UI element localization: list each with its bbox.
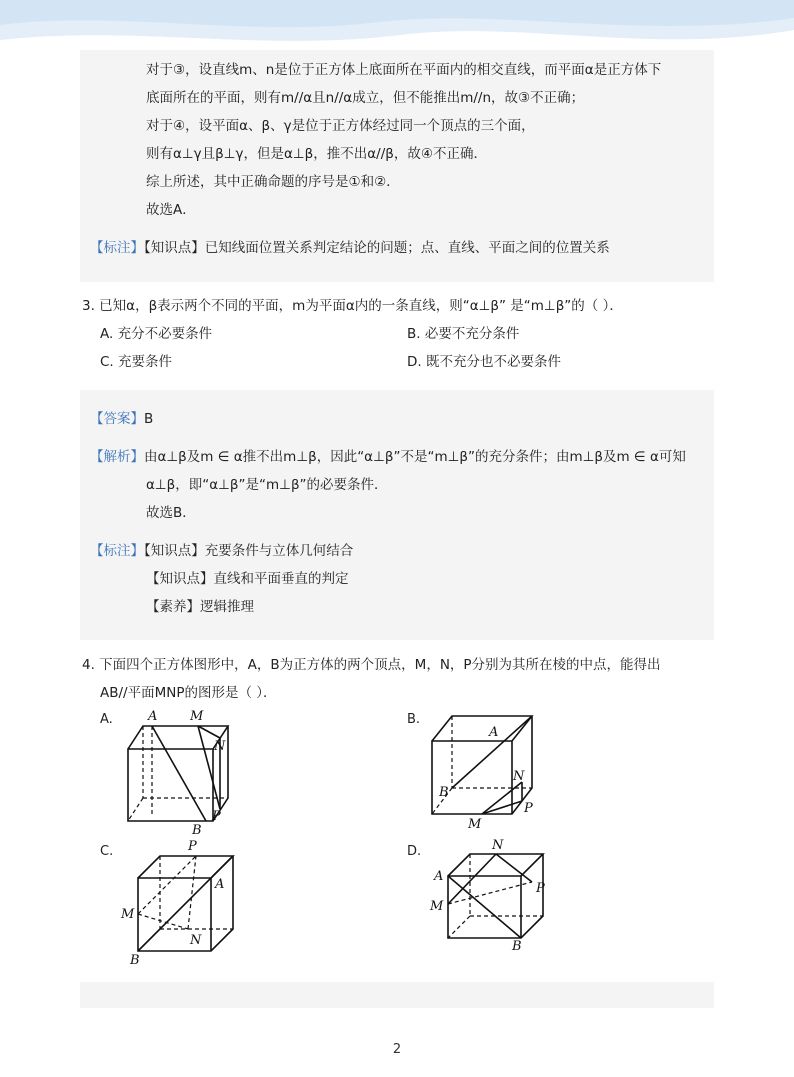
answer-section [90, 409, 153, 429]
figure-a-cube [118, 706, 238, 838]
figure-a-point-label: B [192, 823, 202, 838]
q3-option-d: D. 既不充分也不必要条件 [407, 354, 561, 370]
figure-c-point-label: B [130, 953, 140, 968]
solution-line: 对于③，设直线m、n是位于正方体上底面所在平面内的相交直线，而平面α是正方体下 [146, 62, 662, 78]
figure-d-point-label: P [536, 881, 545, 896]
figure-a-point-label: N [214, 739, 226, 754]
figure-c-label: C. [100, 844, 114, 859]
analysis-tag: 【解析】 [90, 449, 144, 465]
figure-d-point-label: M [430, 899, 444, 914]
figure-c-point-label: A [215, 877, 225, 892]
figure-d-cube [428, 836, 558, 954]
page-number: 2 [392, 1042, 402, 1057]
note-tag: 【标注】 [90, 543, 144, 559]
figure-c-point-label: P [188, 839, 197, 854]
figure-c-point-label: N [190, 933, 202, 948]
solution-box-q4 [80, 982, 714, 1008]
figure-d-point-label: B [512, 939, 522, 954]
solution-line: 对于④，设平面α、β、γ是位于正方体经过同一个顶点的三个面， [146, 118, 535, 134]
note-text: 【知识点】已知线面位置关系判定结论的问题；点、直线、平面之间的位置关系 [144, 240, 610, 256]
figure-b-point-label: N [513, 769, 525, 784]
figure-a-point-label: M [190, 709, 204, 724]
analysis-line: α⊥β，即“α⊥β”是“m⊥β”的必要条件． [146, 477, 388, 493]
solution-box-q3 [80, 390, 714, 640]
analysis-line: 由α⊥β及m ∈ α推不出m⊥β，因此“α⊥β”不是“m⊥β”的充分条件；由m⊥β及m ∈ α可知 [144, 449, 686, 465]
note-tag: 【标注】 [90, 240, 144, 256]
solution-line: 综上所述，其中正确命题的序号是①和②． [146, 174, 400, 190]
figure-b-point-label: P [524, 801, 533, 816]
solution-box-q2 [80, 50, 714, 282]
figure-a-label: A. [100, 712, 113, 727]
figure-c-cube [118, 836, 248, 968]
solution-line: 底面所在的平面，则有m//α且n//α成立，但不能推出m//n，故③不正确； [146, 90, 585, 106]
q3-option-c: C. 充要条件 [100, 354, 173, 370]
figure-b-point-label: B [439, 785, 449, 800]
figure-b-point-label: A [489, 725, 499, 740]
q3-option-a: A. 充分不必要条件 [100, 326, 213, 342]
figure-b-label: B. [407, 712, 421, 727]
note-text: 【素养】逻辑推理 [146, 599, 254, 615]
figure-b-cube [422, 706, 542, 834]
figure-d-point-label: N [492, 838, 504, 853]
figure-a-point-label: A [148, 709, 158, 724]
note-section [90, 238, 610, 258]
answer-tag: 【答案】 [90, 411, 144, 427]
note-text: 【知识点】直线和平面垂直的判定 [146, 571, 349, 587]
question-3-stem: 3. 已知α，β表示两个不同的平面，m为平面α内的一条直线，则“α⊥β” 是“m⊥β”的（ ）． [82, 298, 623, 314]
analysis-line: 故选B． [146, 505, 196, 521]
note-text: 【知识点】充要条件与立体几何结合 [144, 543, 354, 559]
figure-a-point-label: P [212, 809, 221, 824]
note-section [90, 541, 353, 561]
figure-d-point-label: A [434, 869, 444, 884]
analysis-section [90, 447, 686, 467]
question-4-stem: 4. 下面四个正方体图形中，A，B为正方体的两个顶点，M，N，P分别为其所在棱的中点，能得出 [82, 657, 661, 673]
q3-option-b: B. 必要不充分条件 [407, 326, 520, 342]
figure-d-label: D. [407, 844, 422, 859]
question-4-stem-cont: AB//平面MNP的图形是（ ）． [100, 685, 277, 701]
solution-line: 则有α⊥γ且β⊥γ，但是α⊥β，推不出α//β，故④不正确． [146, 146, 487, 162]
figure-c-point-label: M [121, 907, 135, 922]
answer-value: B [144, 411, 154, 427]
solution-line: 故选A． [146, 202, 196, 218]
figure-b-point-label: M [468, 817, 482, 832]
